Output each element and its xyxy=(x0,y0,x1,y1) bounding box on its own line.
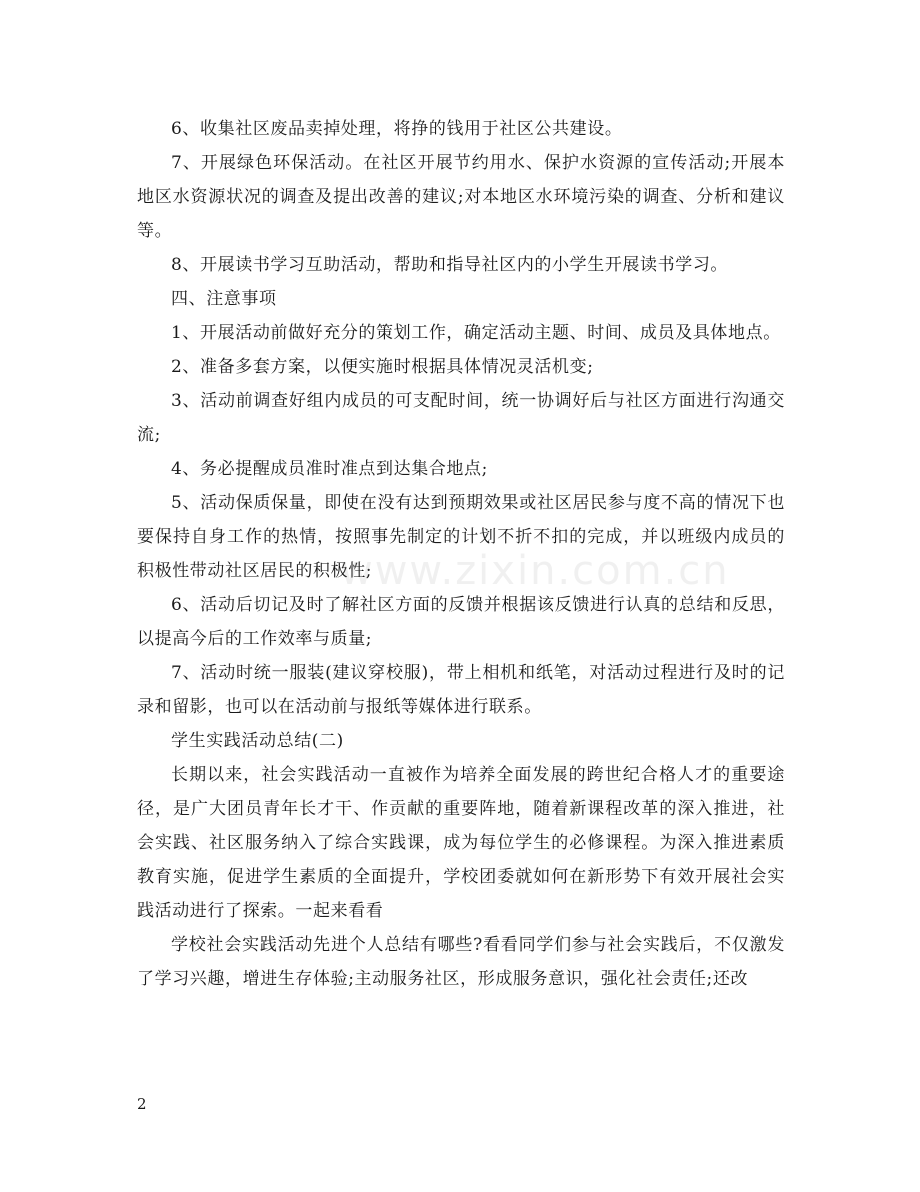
document-body xyxy=(137,112,785,996)
section-title: 学生实践活动总结(二) xyxy=(171,731,344,751)
paragraph: 1、开展活动前做好充分的策划工作，确定活动主题、时间、成员及具体地点。 xyxy=(171,323,781,343)
paragraph: 学校社会实践活动先进个人总结有哪些?看看同学们参与社会实践后，不仅激发了学习兴趣，增进生存体验;主动服务社区，形成服务意识，强化社会责任;还改 xyxy=(137,935,785,989)
page-number: 2 xyxy=(137,1095,147,1113)
watermark: www.zixin.com.cn xyxy=(340,548,730,594)
paragraph: 长期以来，社会实践活动一直被作为培养全面发展的跨世纪合格人才的重要途径，是广大团员青年长才干、作贡献的重要阵地，随着新课程改革的深入推进，社会实践、社区服务纳入了综合实践课，成为每位学生的必修课程。为深入推进素质教育实施，促进学生素质的全面提升，学校团委就如何在新形势下有效开展社会实践活动进行了探索。一起来看看 xyxy=(137,765,785,921)
paragraph: 6、收集社区废品卖掉处理，将挣的钱用于社区公共建设。 xyxy=(171,119,623,139)
paragraph: 2、准备多套方案，以便实施时根据具体情况灵活机变; xyxy=(171,357,594,377)
paragraph: 3、活动前调查好组内成员的可支配时间，统一协调好后与社区方面进行沟通交流; xyxy=(137,391,785,445)
paragraph: 7、活动时统一服装(建议穿校服)，带上相机和纸笔，对活动过程进行及时的记录和留影，也可以在活动前与报纸等媒体进行联系。 xyxy=(137,663,785,717)
paragraph: 8、开展读书学习互助活动，帮助和指导社区内的小学生开展读书学习。 xyxy=(171,255,729,275)
paragraph: 5、活动保质保量，即使在没有达到预期效果或社区居民参与度不高的情况下也要保持自身工作的热情，按照事先制定的计划不折不扣的完成，并以班级内成员的积极性带动社区居民的积极性; xyxy=(137,493,785,581)
section-heading: 四、注意事项 xyxy=(171,289,277,309)
paragraph: 4、务必提醒成员准时准点到达集合地点; xyxy=(171,459,488,479)
paragraph: 7、开展绿色环保活动。在社区开展节约用水、保护水资源的宣传活动;开展本地区水资源状况的调查及提出改善的建议;对本地区水环境污染的调查、分析和建议等。 xyxy=(137,153,785,241)
paragraph: 6、活动后切记及时了解社区方面的反馈并根据该反馈进行认真的总结和反思，以提高今后的工作效率与质量; xyxy=(137,595,785,649)
